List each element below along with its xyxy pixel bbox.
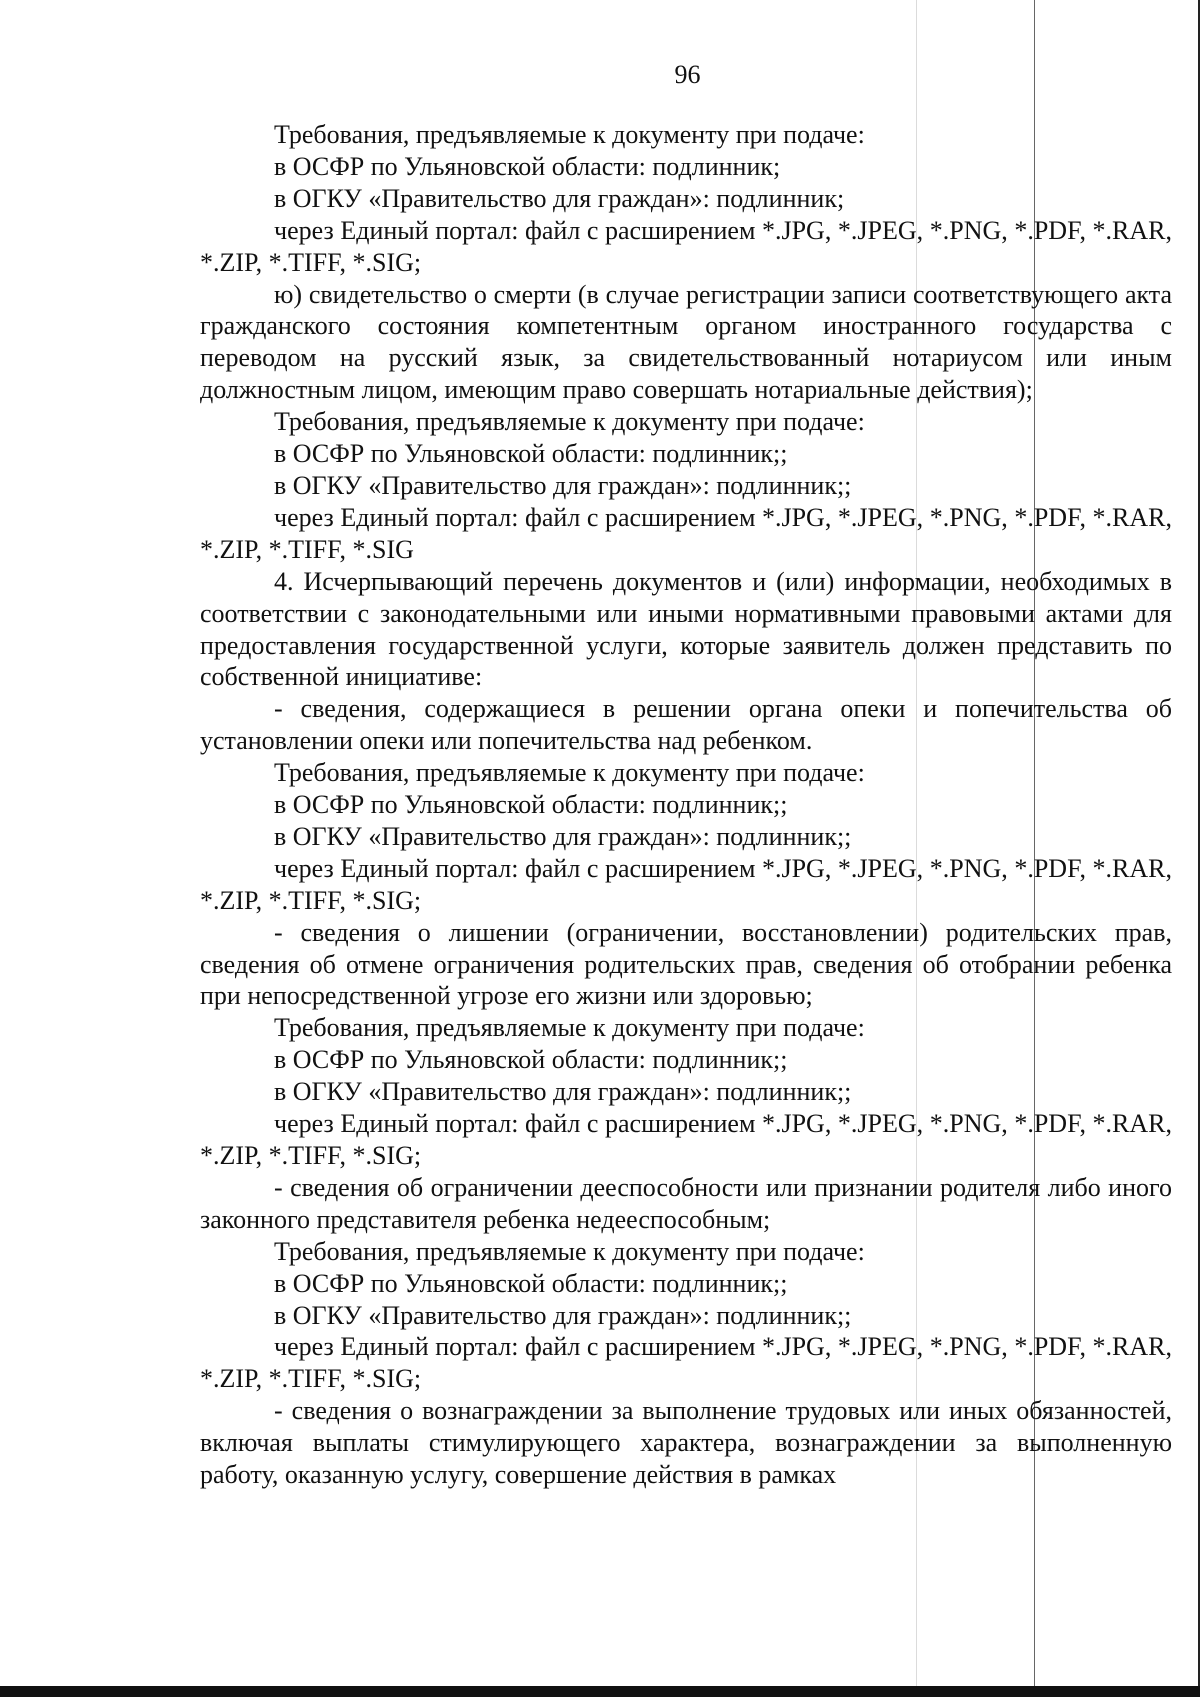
paragraph: в ОСФР по Ульяновской области: подлинник;; <box>274 1045 788 1075</box>
paragraph: - сведения, содержащиеся в решении органа опеки и попечительства об установлении опеки или попечительства над ребенком. <box>200 694 1172 756</box>
paragraph: Требования, предъявляемые к документу при подаче: <box>274 1236 865 1266</box>
document-body <box>200 119 1172 1491</box>
paragraph: - сведения о вознаграждении за выполнение трудовых или иных обязанностей, включая выплаты стимулирующего характера, вознаграждении за выполненную работу, оказанную услугу, совершение действия в рамках <box>200 1396 1172 1490</box>
paragraph: в ОГКУ «Правительство для граждан»: подлинник;; <box>274 821 852 851</box>
paragraph: - сведения об ограничении дееспособности или признании родителя либо иного законного представителя ребенка недееспособным; <box>200 1172 1172 1234</box>
paragraph: в ОГКУ «Правительство для граждан»: подлинник;; <box>274 1300 852 1330</box>
paragraph: Требования, предъявляемые к документу при подаче: <box>274 407 865 437</box>
paragraph: через Единый портал: файл с расширением *.JPG, *.JPEG, *.PNG, *.PDF, *.RAR, *.ZIP, *.TIFF, *.SIG; <box>200 1332 1172 1394</box>
paragraph: в ОГКУ «Правительство для граждан»: подлинник; <box>274 183 845 213</box>
page-number: 96 <box>674 60 701 89</box>
paragraph: в ОГКУ «Правительство для граждан»: подлинник;; <box>274 470 852 500</box>
paragraph: в ОСФР по Ульяновской области: подлинник;; <box>274 1268 788 1298</box>
paragraph: в ОСФР по Ульяновской области: подлинник; <box>274 151 781 181</box>
paragraph: 4. Исчерпывающий перечень документов и (или) информации, необходимых в соответствии с законодательными или иными нормативными правовыми актами для предоставления государственной услуги, которые заявитель должен представить по собственной инициативе: <box>200 566 1172 692</box>
paragraph: Требования, предъявляемые к документу при подаче: <box>274 120 865 149</box>
paragraph: Требования, предъявляемые к документу при подаче: <box>274 1013 865 1043</box>
paragraph: Требования, предъявляемые к документу при подаче: <box>274 758 865 788</box>
paragraph: через Единый портал: файл с расширением *.JPG, *.JPEG, *.PNG, *.PDF, *.RAR, *.ZIP, *.TIFF, *.SIG; <box>200 853 1172 915</box>
paragraph: - сведения о лишении (ограничении, восстановлении) родительских прав, сведения об отмене ограничения родительских прав, сведения об отобрании ребенка при непосредственной угрозе его жизни или здоровью; <box>200 917 1172 1011</box>
paragraph: через Единый портал: файл с расширением *.JPG, *.JPEG, *.PNG, *.PDF, *.RAR, *.ZIP, *.TIFF, *.SIG <box>200 502 1172 564</box>
paragraph: в ОГКУ «Правительство для граждан»: подлинник;; <box>274 1077 852 1107</box>
page-bottom-border <box>0 1686 1200 1697</box>
paragraph: через Единый портал: файл с расширением *.JPG, *.JPEG, *.PNG, *.PDF, *.RAR, *.ZIP, *.TIFF, *.SIG; <box>200 1109 1172 1170</box>
paragraph: в ОСФР по Ульяновской области: подлинник;; <box>274 439 788 469</box>
paragraph: в ОСФР по Ульяновской области: подлинник;; <box>274 790 788 820</box>
paragraph: через Единый портал: файл с расширением *.JPG, *.JPEG, *.PNG, *.PDF, *.RAR, *.ZIP, *.TIFF, *.SIG; <box>200 215 1172 277</box>
paragraph: ю) свидетельство о смерти (в случае регистрации записи соответствующего акта гражданского состояния компетентным органом иностранного государства с переводом на русский язык, за свидетельствованный нотариусом или иным должностным лицом, имеющим право совершать нотариальные действия); <box>200 279 1172 405</box>
